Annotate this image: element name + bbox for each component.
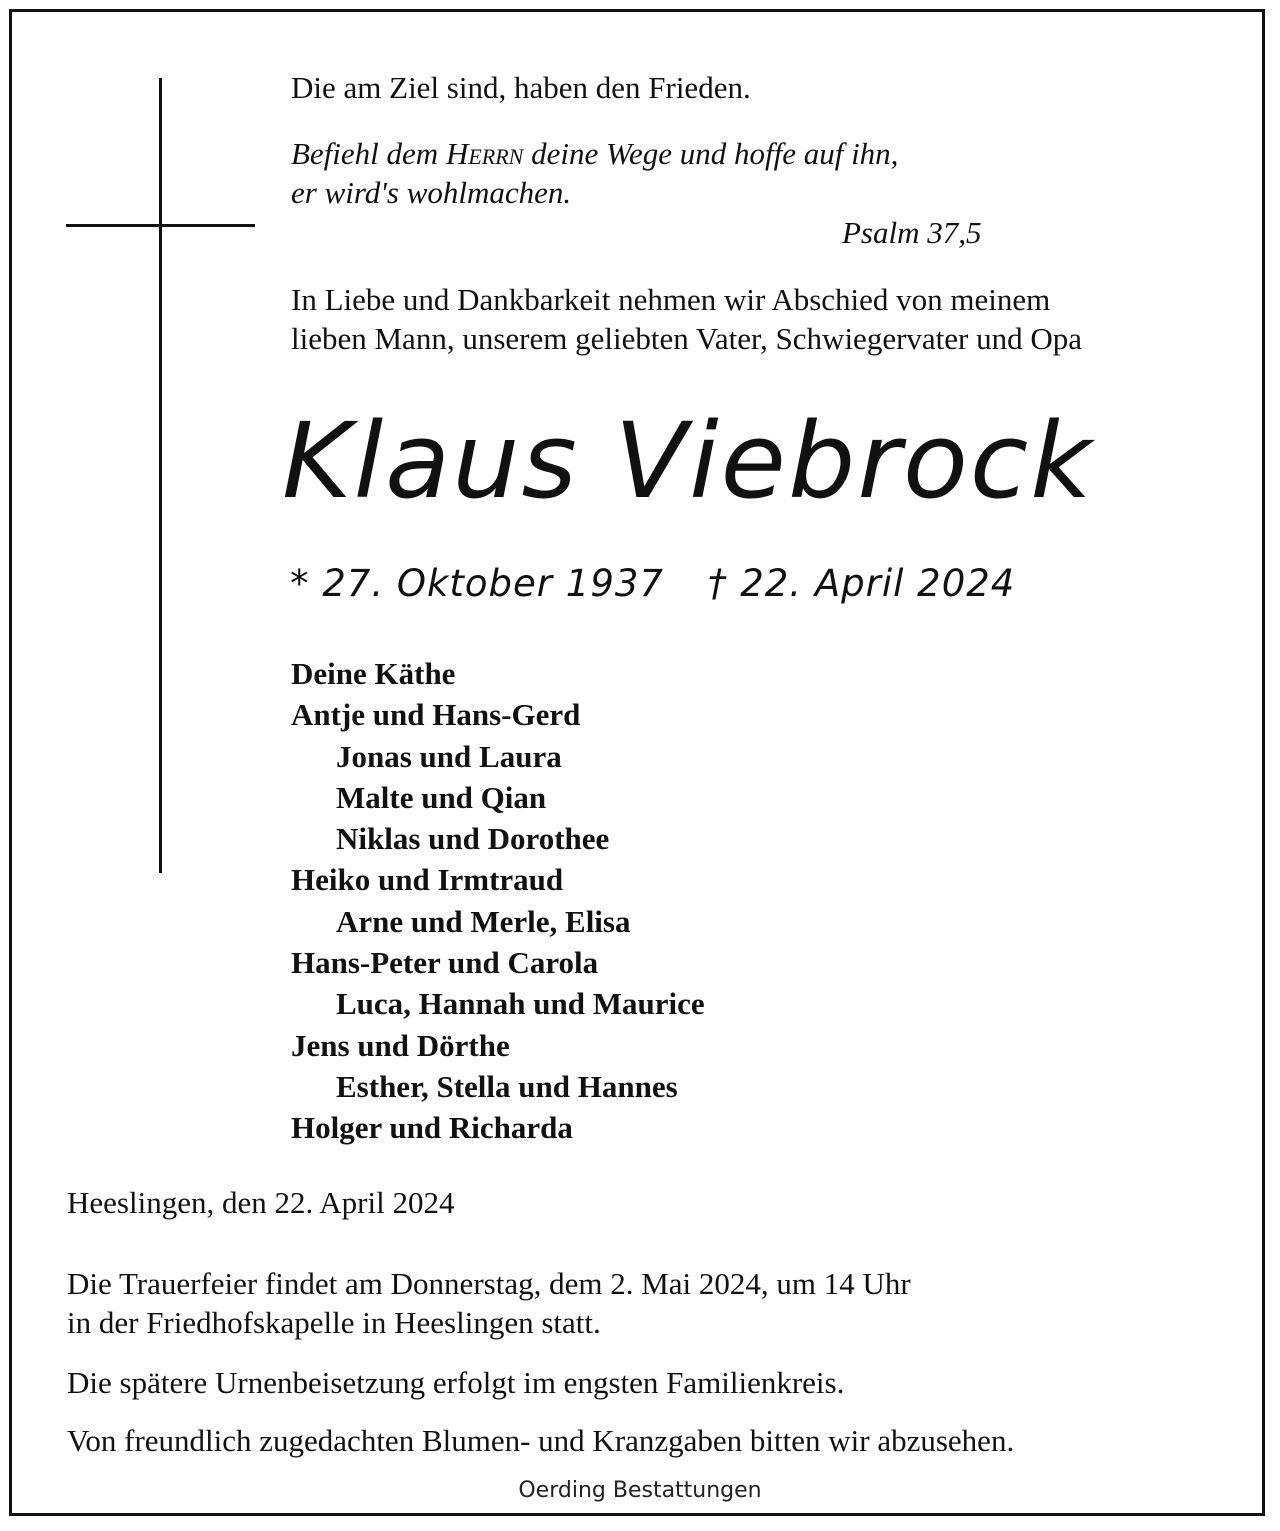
funeral-service-info bbox=[67, 1264, 911, 1342]
motto: Die am Ziel sind, haben den Frieden. bbox=[291, 70, 751, 105]
service-line-2: in der Friedhofskapelle in Heeslingen statt. bbox=[67, 1305, 601, 1340]
verse-text: deine Wege und hoffe auf ihn, bbox=[523, 136, 899, 171]
family-member: Heiko und Irmtraud bbox=[291, 862, 564, 898]
family-member: Niklas und Dorothee bbox=[336, 821, 610, 857]
family-member: Jens und Dörthe bbox=[291, 1027, 510, 1063]
verse-reference: Psalm 37,5 bbox=[842, 215, 982, 250]
bible-verse bbox=[291, 134, 898, 212]
cross-vertical-beam bbox=[159, 78, 162, 873]
family-member: Luca, Hannah und Maurice bbox=[336, 986, 705, 1022]
death-date: † 22. April 2024 bbox=[707, 562, 1016, 605]
life-dates bbox=[290, 562, 1015, 605]
family-member: Esther, Stella und Hannes bbox=[336, 1068, 678, 1104]
intro-line-2: lieben Mann, unserem geliebten Vater, Schwiegervater und Opa bbox=[291, 321, 1082, 356]
deceased-name: Klaus Viebrock bbox=[282, 400, 1094, 522]
family-member: Antje und Hans-Gerd bbox=[291, 697, 581, 733]
urn-note: Die spätere Urnenbeisetzung erfolgt im engsten Familienkreis. bbox=[67, 1365, 845, 1400]
family-list bbox=[291, 653, 705, 1149]
family-member: Deine Käthe bbox=[291, 656, 456, 691]
service-line-1: Die Trauerfeier findet am Donnerstag, dem 2. Mai 2024, um 14 Uhr bbox=[67, 1266, 911, 1301]
family-member: Holger und Richarda bbox=[291, 1110, 573, 1146]
family-member: Jonas und Laura bbox=[336, 738, 562, 774]
funeral-home-credit: Oerding Bestattungen bbox=[518, 1478, 762, 1503]
family-member: Arne und Merle, Elisa bbox=[336, 903, 631, 939]
birth-date: * 27. Oktober 1937 bbox=[290, 562, 664, 605]
family-member: Malte und Qian bbox=[336, 779, 547, 815]
verse-line-2: er wird's wohlmachen. bbox=[291, 175, 572, 210]
intro-line-1: In Liebe und Dankbarkeit nehmen wir Abschied von meinem bbox=[291, 282, 1051, 317]
cross-horizontal-beam bbox=[66, 224, 255, 227]
verse-text: Befiehl dem bbox=[291, 136, 446, 171]
flowers-note: Von freundlich zugedachten Blumen- und Kranzgaben bitten wir abzusehen. bbox=[67, 1423, 1015, 1458]
intro-text bbox=[291, 280, 1082, 358]
place-date: Heeslingen, den 22. April 2024 bbox=[67, 1185, 455, 1220]
family-member: Hans-Peter und Carola bbox=[291, 945, 599, 981]
verse-line-1 bbox=[291, 134, 898, 173]
verse-lord: Herrn bbox=[445, 136, 524, 171]
